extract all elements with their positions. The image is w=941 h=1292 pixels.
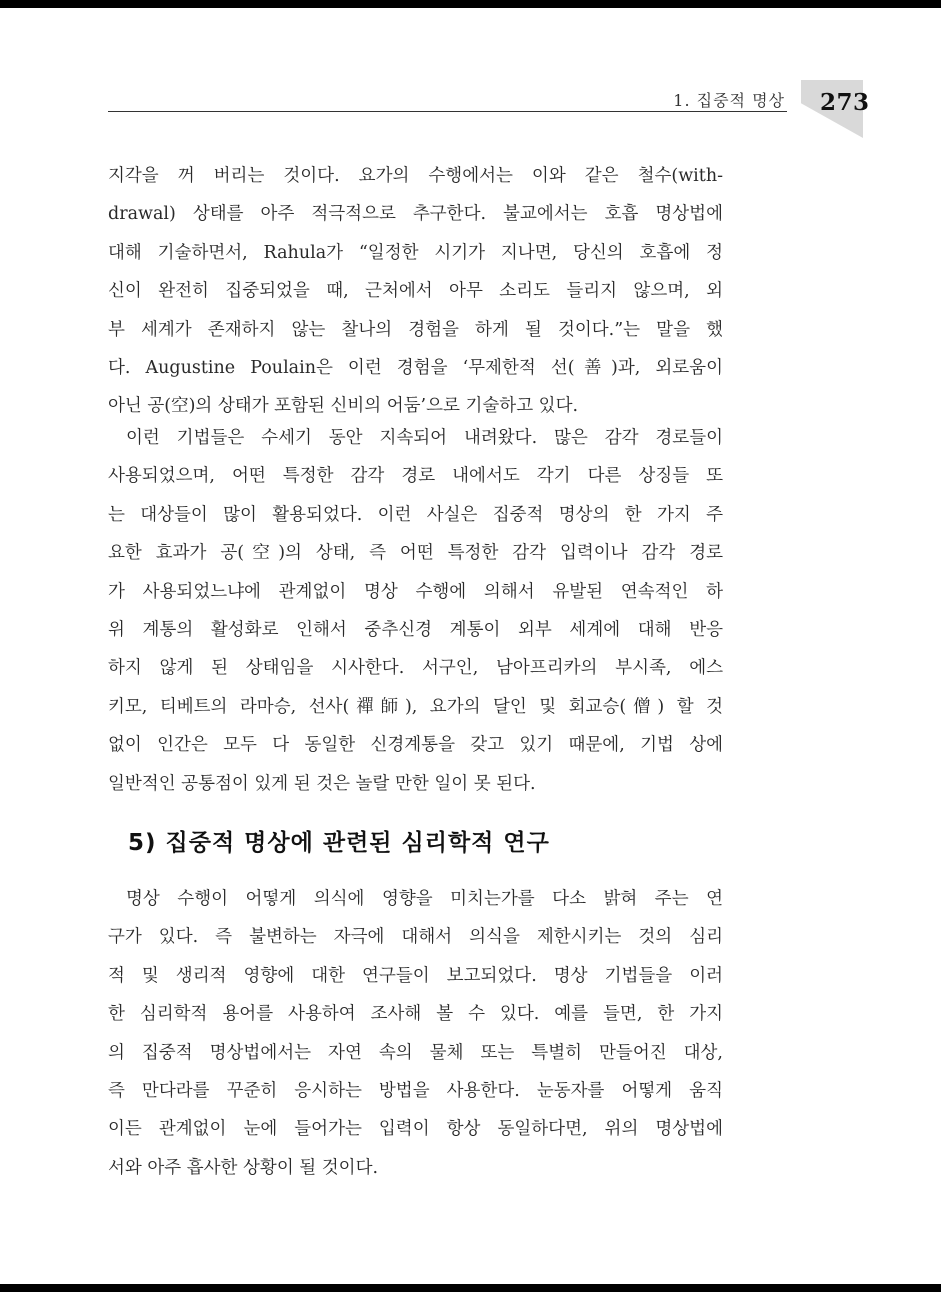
top-border-bar [0,0,941,8]
text-line: 명상 수행이 어떻게 의식에 영향을 미치는가를 다소 밝혀 주는 연 [126,889,723,909]
text-line: 하지 않게 된 상태임을 시사한다. 서구인, 남아프리카의 부시족, 에스 [108,658,723,679]
text-line: 이런 기법들은 수세기 동안 지속되어 내려왔다. 많은 감각 경로들이 [126,428,723,448]
paragraph-1 [108,157,723,426]
text-line: 한 심리학적 용어를 사용하여 조사해 볼 수 있다. 예를 들면, 한 가지 [108,1004,723,1025]
page-number: 273 [820,89,870,116]
text-line: 키모, 티베트의 라마승, 선사(禪師), 요가의 달인 및 회교승(僧) 할 것 [108,696,723,717]
running-header-title: 1. 집중적 명상 [673,91,785,110]
paragraph-3 [108,880,723,1187]
header-rule [108,111,787,112]
text-line: 지각을 꺼 버리는 것이다. 요가의 수행에서는 이와 같은 철수(with- [108,166,723,186]
text-line: 사용되었으며, 어떤 특정한 감각 경로 내에서도 각기 다른 상징들 또 [108,466,723,487]
bottom-border-bar [0,1284,941,1292]
paragraph-2 [108,419,723,803]
text-line: 즉 만다라를 꾸준히 응시하는 방법을 사용한다. 눈동자를 어떻게 움직 [108,1080,723,1101]
text-line: 아닌 공(空)의 상태가 포함된 신비의 어둠’으로 기술하고 있다. [108,396,579,417]
text-line: 이든 관계없이 눈에 들어가는 입력이 항상 동일하다면, 위의 명상법에 [108,1119,723,1140]
text-line: 적 및 생리적 영향에 대한 연구들이 보고되었다. 명상 기법들을 이러 [108,965,723,986]
section-heading: 5) 집중적 명상에 관련된 심리학적 연구 [128,830,550,856]
text-line: 가 사용되었느냐에 관계없이 명상 수행에 의해서 유발된 연속적인 하 [108,581,723,602]
text-line: 의 집중적 명상법에서는 자연 속의 물체 또는 특별히 만들어진 대상, [108,1042,723,1063]
text-line: 다. Augustine Poulain은 이런 경험을 ‘무제한적 선(善)과, 외로움이 [108,357,723,378]
text-line: 부 세계가 존재하지 않는 찰나의 경험을 하게 될 것이다.”는 말을 했 [108,319,723,340]
text-line: 서와 아주 흡사한 상황이 될 것이다. [108,1157,379,1178]
text-line: 위 계통의 활성화로 인해서 중추신경 계통이 외부 세계에 대해 반응 [108,619,723,640]
text-line: 대해 기술하면서, Rahula가 “일정한 시기가 지나면, 당신의 호흡에 정 [108,242,723,263]
text-line: 없이 인간은 모두 다 동일한 신경계통을 갖고 있기 때문에, 기법 상에 [108,735,723,756]
text-line: 는 대상들이 많이 활용되었다. 이런 사실은 집중적 명상의 한 가지 주 [108,504,723,525]
text-line: 일반적인 공통점이 있게 된 것은 놀랄 만한 일이 못 된다. [108,773,536,794]
text-line: 구가 있다. 즉 불변하는 자극에 대해서 의식을 제한시키는 것의 심리 [108,927,723,948]
text-line: 요한 효과가 공(空)의 상태, 즉 어떤 특정한 감각 입력이나 감각 경로 [108,543,723,564]
text-line: 신이 완전히 집중되었을 때, 근처에서 아무 소리도 들리지 않으며, 외 [108,281,723,302]
text-line: drawal) 상태를 아주 적극적으로 추구한다. 불교에서는 호흡 명상법에 [108,204,723,225]
